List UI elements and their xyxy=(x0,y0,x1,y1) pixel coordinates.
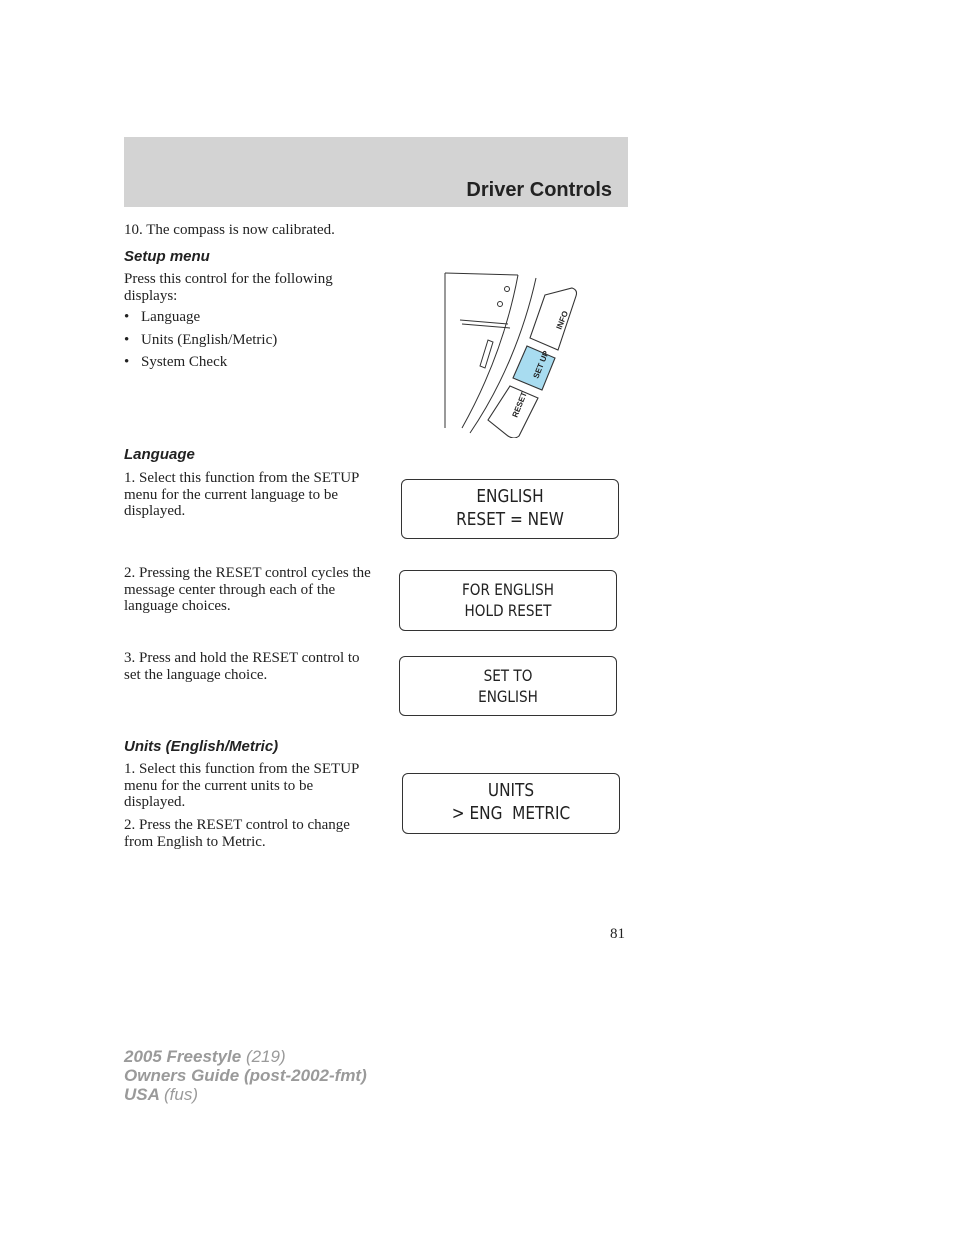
document-footer xyxy=(124,1047,367,1104)
list-item: • System Check xyxy=(124,354,228,370)
header-band xyxy=(124,137,628,207)
display-line: SET TO xyxy=(483,666,533,685)
units-step-2: 2. Press the RESET control to change from English to Metric. xyxy=(124,817,350,850)
display-line: > ENG METRIC xyxy=(451,803,571,824)
intro-step: 10. The compass is now calibrated. xyxy=(124,222,335,238)
language-heading: Language xyxy=(124,446,195,463)
display-line: HOLD RESET xyxy=(464,601,552,620)
footer-model-code: (219) xyxy=(245,1047,286,1066)
setup-menu-text: Press this control for the following displays: xyxy=(124,271,333,304)
page-number: 81 xyxy=(610,926,625,942)
steering-control-illustration xyxy=(440,268,590,438)
display-for-english xyxy=(399,570,617,631)
display-line: RESET = NEW xyxy=(456,509,564,530)
setup-menu-list xyxy=(124,309,277,377)
footer-market-code: (fus) xyxy=(164,1085,198,1104)
display-units xyxy=(402,773,620,834)
info-button-label: INFO xyxy=(554,309,571,331)
display-english-reset xyxy=(401,479,619,539)
setup-menu-heading: Setup menu xyxy=(124,248,210,265)
section-title: Driver Controls xyxy=(466,179,612,201)
display-line: FOR ENGLISH xyxy=(461,580,555,599)
display-set-to-english xyxy=(399,656,617,716)
reset-button-label: RESET xyxy=(510,390,529,419)
list-item: • Units (English/Metric) xyxy=(124,331,278,348)
language-step-3: 3. Press and hold the RESET control to set the language choice. xyxy=(124,650,360,683)
footer-market: USA xyxy=(124,1085,160,1104)
language-step-1: 1. Select this function from the SETUP menu for the current language to be displayed. xyxy=(124,470,359,519)
footer-model: 2005 Freestyle xyxy=(124,1047,242,1066)
list-item: • Language xyxy=(124,309,201,325)
setup-button-label: SET UP xyxy=(531,349,551,380)
footer-guide: Owners Guide (post-2002-fmt) xyxy=(124,1066,367,1085)
display-line: UNITS xyxy=(487,780,535,801)
units-step-1: 1. Select this function from the SETUP menu for the current units to be displayed. xyxy=(124,761,359,810)
display-line: ENGLISH xyxy=(478,687,538,706)
display-line: ENGLISH xyxy=(476,486,544,507)
units-heading: Units (English/Metric) xyxy=(124,738,279,755)
language-step-2: 2. Pressing the RESET control cycles the message center through each of the language choices. xyxy=(124,565,371,614)
